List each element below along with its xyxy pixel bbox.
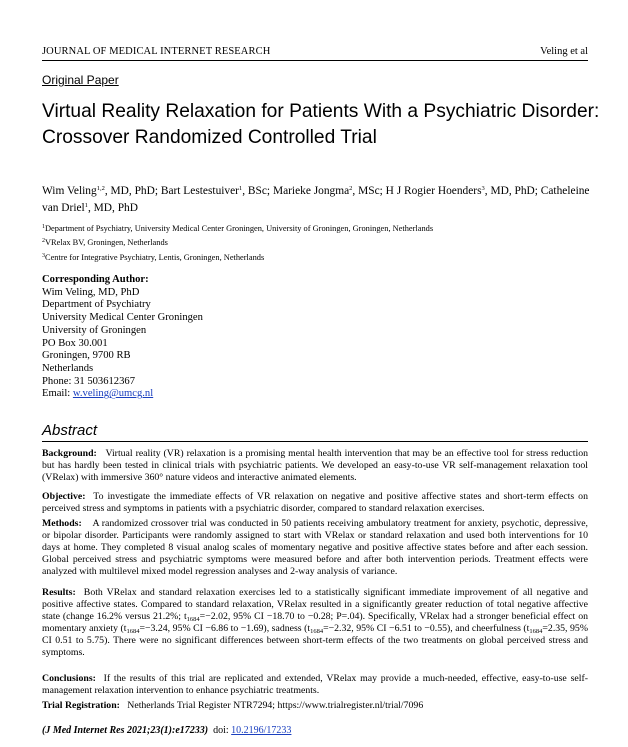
author-name: H J Rogier Hoenders [385,185,482,197]
header-rule [42,60,588,61]
author-degree: , MD, PhD; [484,185,541,197]
results-text: Both VRelax and standard relaxation exercises led to a statistically significant immediate improvement of all negative and positive affective states. Compared to standard relaxation, VRelax resulted in a significantly greater reduction of total negative affective state (change 16.2% versus 21.2%; t [42,587,588,623]
running-author: Veling et al [540,46,588,57]
affiliation-list [42,222,592,265]
email-link[interactable]: w.veling@umcg.nl [72,388,154,400]
author-affil-sup: 2 [349,185,353,192]
affiliation-text: VRelax BV, Groningen, Netherlands [45,238,168,248]
background-text: Virtual reality (VR) relaxation is a promising mental health intervention that may be an effective tool for stress reduction but has hardly been tested in clinical trials with psychiatric patients. We developed an easy-to-use VR self-management relaxation tool (VRelax) with immersive 360° nature videos and interactive animated elements. [42,448,588,484]
affiliation-item [42,222,592,236]
abstract-trial-registration [42,700,588,712]
author-affil-sup: 3 [481,185,485,192]
results-subscript: 1684 [126,628,140,636]
author-name: Catheleine van Driel [42,185,590,214]
author-name: Wim Veling [42,185,97,197]
abstract-results [42,587,588,660]
paper-title [42,99,602,151]
article-type-label: Original Paper [42,73,119,87]
results-text: =−3.24, 95% CI −6.86 to −1.69), sadness (t [139,623,311,635]
corresponding-author-block [42,274,342,401]
methods-label: Methods: [42,518,82,529]
abstract-objective [42,491,588,515]
abstract-rule [42,441,588,442]
results-subscript: 1684 [529,628,543,636]
corresponding-line: PO Box 30.001 [42,337,108,349]
abstract-background [42,448,588,484]
affiliation-text: Department of Psychiatry, University Medical Center Groningen, University of Groningen, Groningen, Netherlands [45,224,434,233]
corresponding-line: Department of Psychiatry [42,299,151,311]
corresponding-line: University of Groningen [42,324,147,336]
corresponding-author-label: Corresponding Author: [42,274,149,285]
author-degree: , MSc; [352,185,386,197]
affiliation-text: Centre for Integrative Psychiatry, Lentis, Groningen, Netherlands [45,252,265,262]
corresponding-line: Phone: 31 503612367 [42,375,135,387]
results-text: =−2.32, 95% CI −6.51 to −0.55), and cheerfulness (t [323,623,530,635]
objective-text: To investigate the immediate effects of VR relaxation on negative and positive affective states and short-term effects on perceived stress and symptoms in patients with a psychiatric disorder, compared to standard relaxation exercises. [42,491,588,515]
author-affil-sup: 1 [84,202,88,209]
results-subscript: 1684 [310,628,324,636]
author-list [42,183,592,217]
abstract-heading: Abstract [42,422,98,439]
affiliation-number: 2 [42,238,45,245]
author-degree: , MD, PhD; [104,185,161,197]
results-subscript: 1684 [186,616,200,624]
author-degree: , MD, PhD [87,202,138,214]
conclusions-label: Conclusions: [42,673,96,684]
background-label: Background: [42,448,97,459]
abstract-conclusions [42,673,588,697]
conclusions-text: If the results of this trial are replicated and extended, VRelax may provide a much-needed, effective, easy-to-use self-management relaxation intervention to enhance psychiatric treatments. [42,673,588,697]
affiliation-item [42,236,592,250]
trial-text: Netherlands Trial Register NTR7294; https://www.trialregister.nl/trial/7096 [127,700,424,711]
email-line [42,388,342,401]
author-name: Marieke Jongma [272,185,350,197]
doi-label: doi: [213,725,229,736]
affiliation-number: 1 [42,224,45,230]
corresponding-line: Wim Veling, MD, PhD [42,286,140,298]
title-line-2: Crossover Randomized Controlled Trial [42,127,377,148]
abstract-methods [42,518,588,578]
results-text: =2.35, 95% CI 0.51 to 5.75). There were no significant differences between short-term effects of the two treatments on global perceived stress and symptoms. [42,623,588,659]
email-label: Email: [42,388,73,400]
citation-line [42,725,291,736]
running-head [42,46,588,60]
trial-label: Trial Registration: [42,700,120,711]
author-affil-sup: 1 [238,185,243,192]
corresponding-line: University Medical Center Groningen [42,312,203,324]
affiliation-item [42,251,592,265]
corresponding-line: Groningen, 9700 RB [42,350,131,362]
doi-link[interactable]: 10.2196/17233 [231,725,292,736]
methods-text: A randomized crossover trial was conducted in 50 patients receiving ambulatory treatment for anxiety, psychotic, depressive, or bipolar disorder. Participants were randomly assigned to start with VRelax or standard relaxation and used both interventions for 10 days at home. They completed 8 visual analog scales of momentary negative and positive affective states before and after each session. Global perceived stress and psychiatric symptoms were measured before and after both intervention periods. Treatment effects were analyzed with multilevel mixed model regression analyses and 2-way analysis of variance. [42,518,588,578]
objective-label: Objective: [42,491,86,502]
author-affil-sup: 1,2 [96,185,105,192]
results-text: =−2.02, 95% CI −18.70 to −0.28; P=.04). Specifically, VRelax had a stronger beneficial effect on momentary anxiety (t [42,611,588,635]
citation-text: (J Med Internet Res 2021;23(1):e17233) [42,725,209,736]
title-line-1: Virtual Reality Relaxation for Patients With a Psychiatric Disorder: [42,101,600,122]
results-label: Results: [42,587,76,598]
affiliation-number: 3 [42,252,45,259]
journal-name: JOURNAL OF MEDICAL INTERNET RESEARCH [42,46,271,57]
author-name: Bart Lestestuiver [160,185,239,197]
author-degree: , BSc; [242,185,273,197]
corresponding-line: Netherlands [42,362,94,374]
